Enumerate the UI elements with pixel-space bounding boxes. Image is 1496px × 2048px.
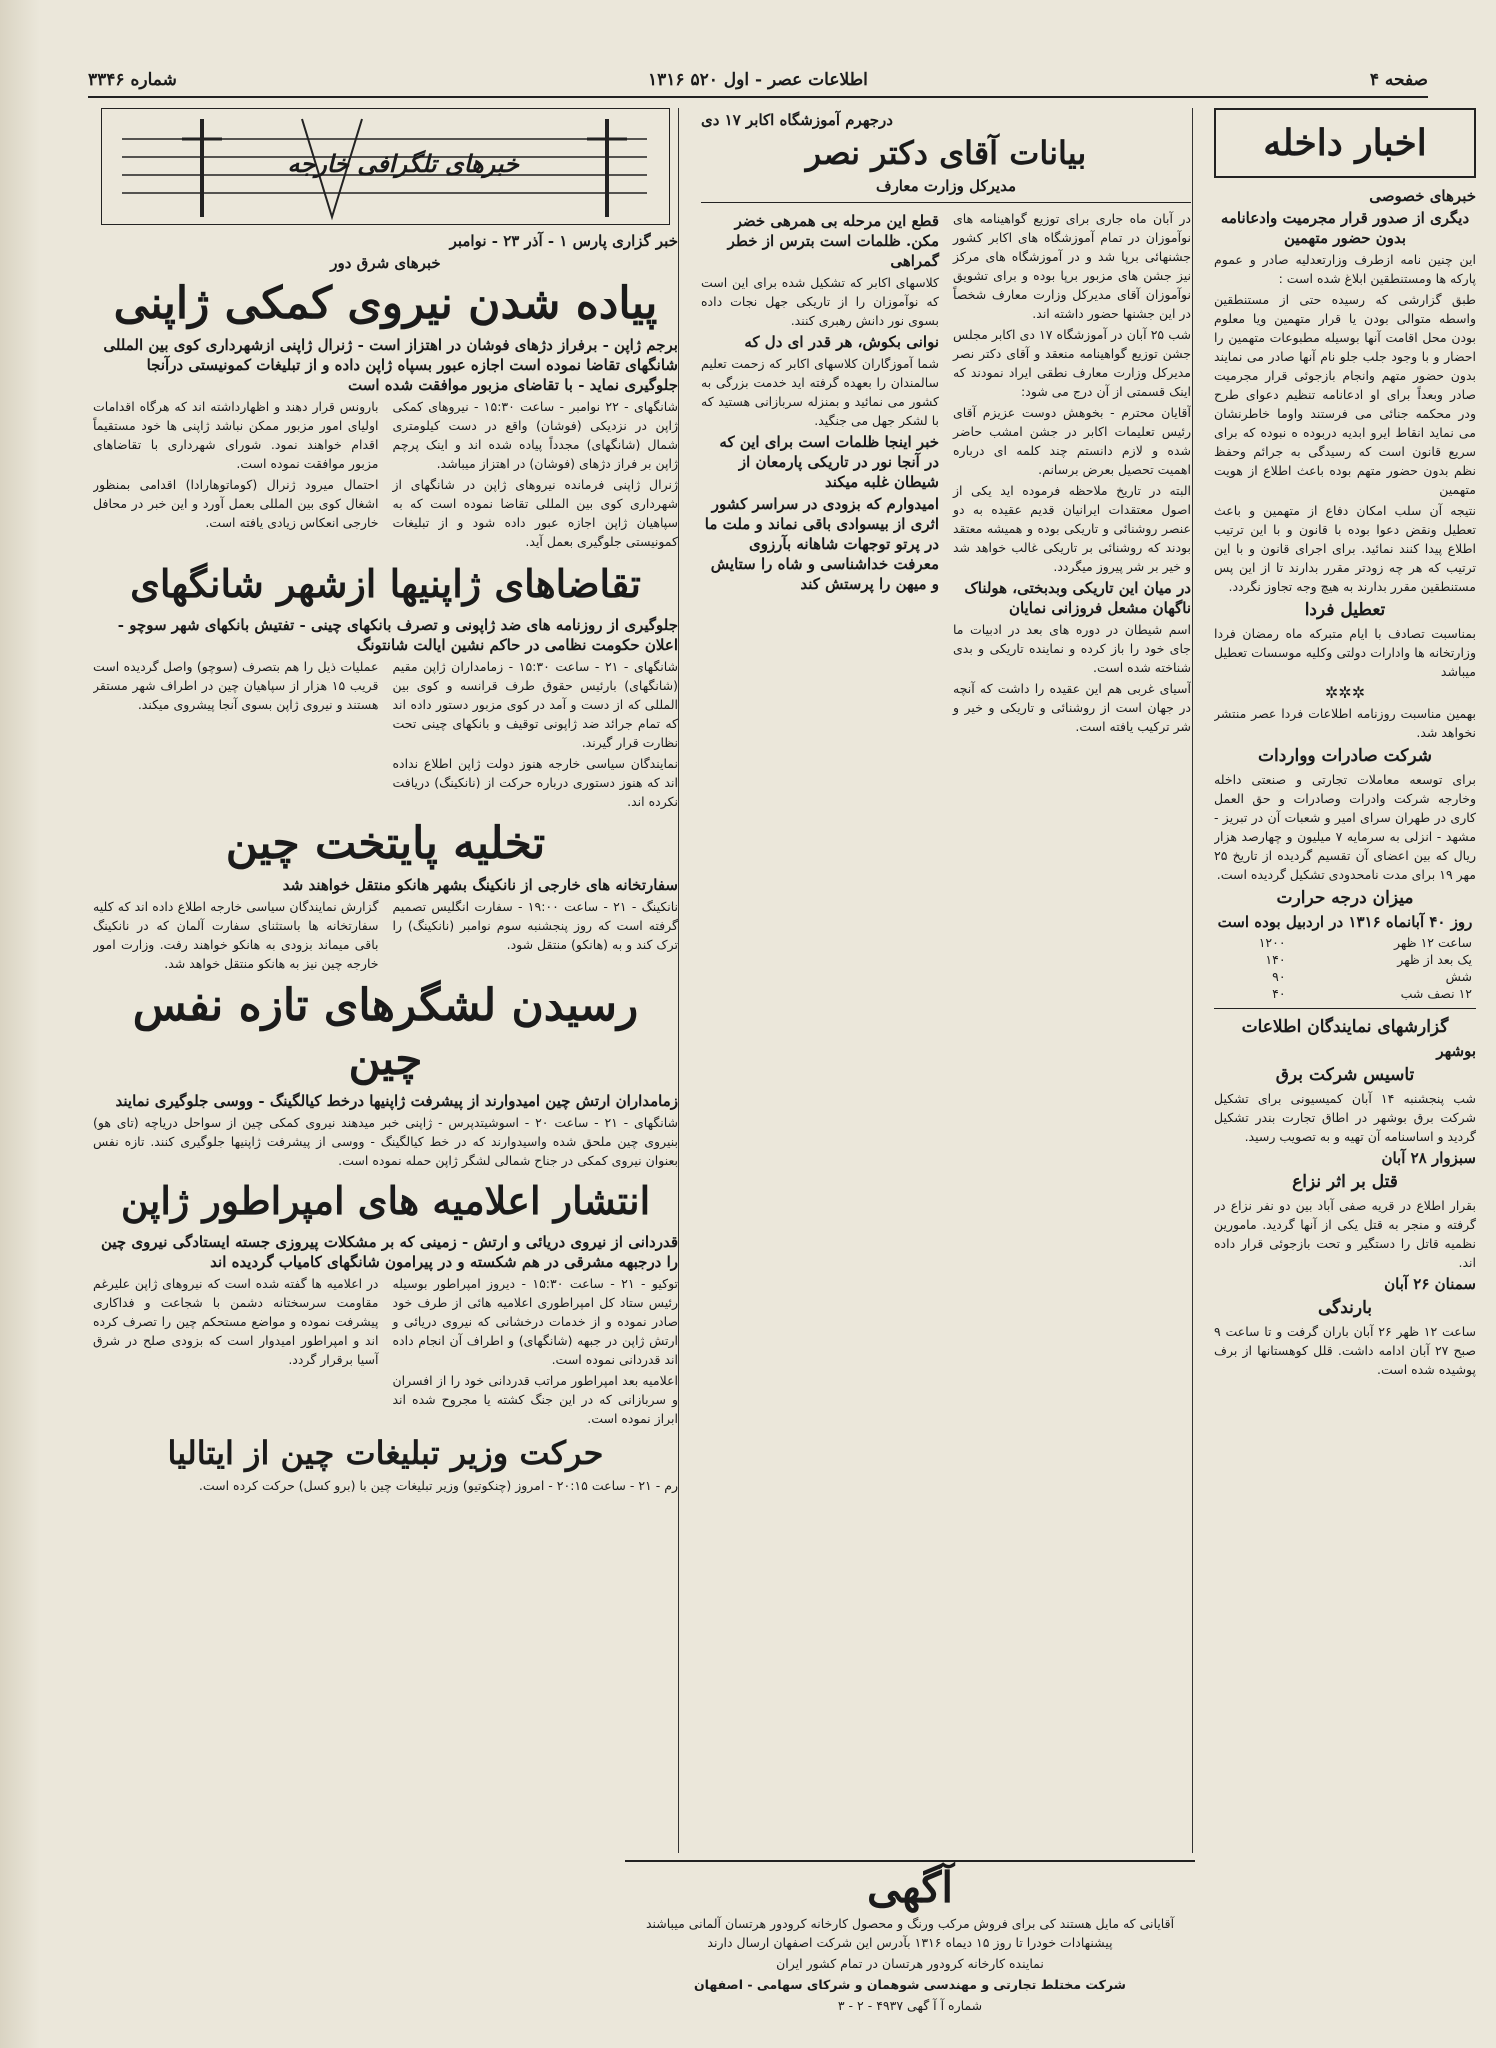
table-cell: شش	[1445, 969, 1472, 984]
ad-title: آگهی	[866, 1863, 954, 1912]
story-body	[93, 657, 678, 813]
article-title: بیانات آقای دکتر نصر	[805, 134, 1087, 172]
story-paragraph: رم - ۲۱ - ساعت ۲۰:۱۵ - امروز (چنکوتیو) وزیر تبلیغات چین با (برو کسل) حرکت کرده است.	[198, 1478, 678, 1493]
story-body	[93, 897, 678, 975]
table-row	[1214, 951, 1476, 968]
temperature-subtitle: روز ۴۰ آبانماه ۱۳۱۶ در اردبیل بوده است	[1217, 913, 1473, 931]
article-kicker: درجهرم آموزشگاه اکابر ۱۷ دی	[701, 111, 893, 129]
story-column	[393, 1274, 679, 1430]
headline-summary: جلوگیری از روزنامه های ضد ژاپونی و تصرف بانکهای چینی - تفتیش بانکهای شهر سوچو - اعلان حکومت نظامی در حاکم نشین ایالت شانتونگ	[117, 616, 678, 654]
masthead-date: اطلاعات عصر - اول ۵۲۰ ۱۳۱۶	[648, 70, 868, 90]
item-paragraph: نتیجه آن سلب امکان دفاع از متهمین و باعث تعطیل ونقض دعوا بوده با قانون و با این ترتیب اطلاع پیدا کنند نمائید. برای اجرای قانون و با این ترتیب که هر چه زودتر مقرر بدارند تا از این پس مستنطقین مقرر بدارند به هیچ وجه تجاوز نگردد.	[1214, 503, 1476, 594]
article-body	[701, 209, 1191, 738]
story-body	[93, 1274, 678, 1430]
story-paragraph: توکیو - ۲۱ - ساعت ۱۵:۳۰ - دیروز امپراطور بوسیله رئیس ستاد کل امپراطوری اعلامیه هائی از طرف خود صادر نموده و از خدمات درخشانی که نیروی دریائی و ارتش ژاپن در جبهه (شانگهای) و اطراف آن انجام داده اند قدردانی نموده است.	[392, 1276, 678, 1367]
article-column	[953, 209, 1191, 738]
article-subhead: قطع این مرحله بی همرهی خضر مکن. ظلمات است بترس از خطر گمراهی	[727, 212, 939, 270]
headline-summary: سفارتخانه های خارجی از نانکینگ بشهر هانکو منتقل خواهند شد	[282, 876, 678, 894]
headline-summary: زمامداران ارتش چین امیدوارند از پیشرفت ژاپنیها درخط کیالگینگ - ووسی جلوگیری نمایند	[115, 1092, 678, 1110]
story-column	[393, 657, 679, 813]
issue-number: شماره ۳۳۴۶	[88, 70, 177, 90]
story-paragraph: شانگهای - ۲۱ - ساعت ۱۵:۳۰ - زمامداران ژاپن مقیم (شانگهای) بارئیس حقوق طرف قرانسه و کوی بین المللی که از دست و آمد در کوی مزبور دستور داده اند که تمام جرائد ضد ژاپونی توقیف و بانکهای چینی تحت نظارت قرار گیرند.	[392, 659, 678, 750]
notice-text: بهمین مناسبت روزنامه اطلاعات فردا عصر منتشر نخواهد شد.	[1214, 706, 1476, 740]
headline: تخلیه پایتخت چین	[225, 818, 546, 869]
article-closing: امیدوارم که بزودی در سراسر کشور اثری از بیسوادی باقی نماند و ملت ما در پرتو توجهات شاهانه بآرزوی معرفت خداشناسی و شاه را ستایش و میهن را پرستش کند	[704, 495, 939, 593]
story-paragraph: شانگهای - ۲۱ - ساعت ۲۰ - اسوشیتدپرس - ژاپنی خبر میدهند نیروی کمکی چین از سواحل دریاچه (تای هو) بنیروی چین ملحق شده واسیدوارند که در خط کیالگینگ - ووسی از پیشرفت ژاپنیها جلوگیری کنند. تازه نفس بعنوان نیروی کمکی در جناح شمالی لشگر ژاپن حمله نموده است.	[93, 1115, 678, 1168]
rain-text: ساعت ۱۲ ظهر ۲۶ آبان باران گرفت و تا ساعت ۹ صبح ۲۷ آبان ادامه داشت. قلل کوهستانها از برف پوشیده شده است.	[1214, 1324, 1476, 1377]
article-subhead: در میان این تاریکی وبدبختی، هولناک ناگهان مشعل فروزانی نمایان	[964, 579, 1191, 617]
story-column	[93, 657, 379, 813]
headline: رسیدن لشگرهای تازه نفس چین	[132, 980, 639, 1085]
temperature-table	[1214, 934, 1476, 1002]
headline: پیاده شدن نیروی کمکی ژاپنی	[113, 278, 658, 329]
story-paragraph: در اعلامیه ها گفته شده است که نیروهای ژاپن علیرغم مقاومت سرسختانه دشمن با شجاعت و فداکاری پیشرفت نموده و مواضع مستحکم چین را تصرف کرده اند و امپراطور امیدوار است که بزودی صلح در شرق آسیا برقرار گردد.	[93, 1276, 379, 1367]
speech-column	[701, 108, 1191, 1853]
article-paragraph: البته در تاریخ ملاحظه فرموده اید یکی از اصول معتقدات ایرانیان قدیم عقیده به دو عنصر روشنائی و تاریکی بوده و همیشه معتقد بودند که روشنائی بر تاریکی غالب خواهد شد و خیر بر شر پیروز میگردد.	[953, 483, 1191, 574]
story-paragraph: احتمال میرود ژنرال (کوماتوهارادا) اقدامی بمنظور اشغال کوی بین المللی بعمل آورد و این خبر در محافل خارجی انعکاس زیادی یافته است.	[93, 477, 379, 530]
table-row	[1214, 985, 1476, 1002]
article-paragraph: اسم شیطان در دوره های بعد در ادبیات ما جای خود را باز کرده و نماینده تاریکی و بدی شناخته شده است.	[953, 622, 1191, 675]
story-paragraph: نمایندگان سیاسی خارجه هنوز دولت ژاپن اطلاع نداده اند که هنوز دستوری درباره حرکت از (نانکینگ) دریافت نکرده اند.	[392, 756, 678, 809]
ornament: ✲✲✲	[1324, 683, 1366, 702]
item-title: دیگری از صدور قرار مجرمیت وادعانامه بدون حضور متهمین	[1220, 209, 1470, 247]
dateline: سمنان ۲۶ آبان	[1384, 1275, 1476, 1293]
column-divider-left	[678, 108, 679, 1853]
story-column	[93, 397, 379, 553]
story-paragraph: بارونس قرار دهند و اظهارداشته اند که هرگاه اقدامات اولیای امور مزبور ممکن نباشد ژاپنی ها خود مستقیماً اقدام خواهند نمود. شورای شهرداری با تقاضاهای مزبور موافقت نموده است.	[93, 399, 379, 471]
telegraph-title: خبرهای تلگرافی خارجه	[287, 149, 519, 178]
table-cell: ۱۴۰	[1265, 952, 1286, 967]
ad-line: آقایانی که مایل هستند کی برای فروش مرکب ورنگ و محصول کارخانه کرودور هرتسان آلمانی میباشند پیشنهادات خودرا تا روز ۱۵ دیماه ۱۳۱۶ بآدرس این شرکت اصفهان ارسال دارند	[645, 1916, 1175, 1950]
advertisement	[625, 1860, 1195, 2022]
ad-line: شرکت مختلط تجارتی و مهندسی شوهمان و شرکای سهامی - اصفهان	[694, 1977, 1126, 1992]
holiday-text: بمناسبت تصادف با ایام متبرکه ماه رمضان فردا وزارتخانه ها وادارات دولتی وکلیه موسسات تعطیل میباشد	[1214, 626, 1476, 679]
temperature-title: میزان درجه حرارت	[1276, 888, 1414, 908]
story-column	[93, 897, 379, 975]
table-cell: ساعت ۱۲ ظهر	[1393, 935, 1472, 950]
article-subhead: خبر اینجا ظلمات است برای این که در آنجا نور در تاریکی پارمعان از شیطان غلبه میکند	[719, 433, 939, 491]
article-column	[701, 209, 939, 738]
table-cell: ۴۰	[1272, 986, 1286, 1001]
story-column	[93, 1274, 379, 1430]
article-paragraph: در آبان ماه جاری برای توزیع گواهینامه های نوآموزان در تمام آموزشگاه های اکابر کشور جشنهائی برپا شد و در آموزشگاه های مرکز نیز جشن های مزبور برپا بوده و برای تشویق نوآموزان آقای مدیرکل وزارت معارف شخصاً در این جشنها حضور داشته اند.	[953, 211, 1191, 321]
table-cell: ۹۰	[1272, 969, 1286, 984]
headline-summary: قدردانی از نیروی دریائی و ارتش - زمینی که بر مشکلات پیروزی جسته ایستادگی نیروی چین را درجبهه مشرقی در هم شکسته و در پیرامون شانگهای کامیاب گردیده اند	[100, 1233, 678, 1271]
dateline: سبزوار ۲۸ آبان	[1381, 1149, 1476, 1167]
murder-text: بقرار اطلاع در قریه صفی آباد بین دو نفر نزاع در گرفته و منجر به قتل یکی از آنها گردید. مامورین نظمیه قاتل را دستگیر و تحت بازجوئی قرار داده اند.	[1214, 1198, 1476, 1270]
article-paragraph: آسیای غربی هم این عقیده را داشت که آنچه در جهان است از روشنائی و تاریکی و خیر و شر ترکیب یافته است.	[953, 681, 1191, 734]
headline: حرکت وزیر تبلیغات چین از ایتالیا	[167, 1434, 604, 1472]
page-edge	[0, 0, 40, 2048]
story-paragraph: گزارش نمایندگان سیاسی خارجه اطلاع داده اند که کلیه سفارتخانه ها باستثنای سفارت آلمان که در نانکینگ باقی میماند بزودی به هانکو خواهند رفت. وزارت امور خارجه چین نیز به هانکو منتقل خواهد شد.	[93, 899, 379, 971]
story-paragraph: شانگهای - ۲۲ نوامبر - ساعت ۱۵:۳۰ - نیروهای کمکی ژاپن در نزدیکی (فوشان) واقع در دست کیلومتری شمال (شانگهای) مجدداً پیاده شده اند و اینک پرچم ژاپن بر فراز دژهای (فوشان) در اهتزاز میباشد.	[392, 399, 678, 471]
ad-line: شماره آ آ گهی ۴۹۳۷ - ۲ - ۳	[837, 1998, 983, 2013]
city-heading: بوشهر	[1436, 1042, 1476, 1060]
domestic-news-column	[1214, 108, 1476, 1908]
telegraph-banner	[101, 108, 670, 225]
news-agency-byline: خبر گزاری پارس ۱ - آذر ۲۳ - نوامبر	[449, 232, 678, 250]
story-column	[393, 897, 679, 975]
article-subtitle: مدیرکل وزارت معارف	[876, 177, 1016, 195]
representatives-title: گزارشهای نمایندگان اطلاعات	[1241, 1017, 1449, 1037]
article-paragraph: کلاسهای اکابر که تشکیل شده برای این است که نوآموزان را از تاریکی جهل نجات داده بسوی نور دانش رهبری کنند.	[701, 275, 939, 328]
column-divider-right	[1192, 108, 1193, 1853]
table-row	[1214, 968, 1476, 985]
article-paragraph: شب ۲۵ آبان در آموزشگاه ۱۷ دی اکابر مجلس جشن توزیع گواهینامه منعقد و آقای دکتر نصر مدیرکل وزارت معارف نطقی ایراد نمودند که اینک قسمتی از آن درج می شود:	[953, 327, 1191, 399]
page-header	[88, 70, 1428, 98]
headline: انتشار اعلامیه های امپراطور ژاپن	[120, 1178, 651, 1223]
rain-title: بارندگی	[1317, 1298, 1373, 1318]
story-paragraph: ژنرال ژاپنی فرمانده نیروهای ژاپن در شانگهای از شهرداری کوی بین المللی تقاضا نموده است که به سپاهیان ژاپن اجازه عبور داده شود و از تبلیغات کمونیستی جلوگیری بعمل آید.	[392, 477, 678, 549]
story-paragraph: نانکینگ - ۲۱ - ساعت ۱۹:۰۰ - سفارت انگلیس تصمیم گرفته است که روز پنجشنبه سوم نوامبر (نانکینگ) را ترک کند و به (هانکو) منتقل شود.	[392, 899, 678, 952]
story-paragraph: اعلامیه بعد امپراطور مراتب قدردانی خود را از افسران و سربازانی که در این جنگ کشته یا مجروح شده اند ابراز نموده است.	[392, 1373, 678, 1426]
article-paragraph: آقایان محترم - بخوهش دوست عزیزم آقای رئیس تعلیمات اکابر در جشن امشب حاضر شده و لازم دانستم چند کلمه ای درباره اهمیت تحصیل بعرض برسانم.	[953, 405, 1191, 477]
ad-line: نماینده کارخانه کرودور هرتسان در تمام کشور ایران	[776, 1956, 1044, 1971]
domestic-news-banner: اخبار داخله	[1214, 108, 1476, 178]
table-cell: ۱۲۰۰	[1258, 935, 1286, 950]
holiday-title: تعطیل فردا	[1304, 600, 1386, 620]
divider	[1214, 1008, 1476, 1009]
export-company-title: شرکت صادرات وواردات	[1257, 746, 1433, 766]
story-column	[393, 397, 679, 553]
article-paragraph: شما آموزگاران کلاسهای اکابر که زحمت تعلیم سالمندان را بعهده گرفته اید خدمت بزرگی به کشور می نمائید و بمنزله سربازانی هستید که با لشکر جهل می جنگید.	[701, 356, 939, 428]
headline: تقاضاهای ژاپنیها ازشهر شانگهای	[130, 561, 641, 606]
item-paragraph: طبق گزارشی که رسیده حتی از مستنطقین واسطه متوالی بودن یا قرار متهمین ویا معلوم بودن محل اقامت آنها بوسیله مطبوعات متهمین را احضار و با وجود جلب جلو نام آنها صادر می نمایند بدون حضور متهم وانجام بازجوئی قرار مجرمیت صادر وبعداً برای او ادعانامه تنظیم دعوای طرح ودر محکمه جنائی می فرستند واوما خاطرنشان می نماید انقاط ایرو ابدیه دربوده ه نبوده که برای سریع قانون است که رسیدگی به جرائم وحفظ نظم بدون حضور متهم بوده باعث اطلاع از هویت متهمین	[1214, 292, 1476, 497]
section-heading: خبرهای شرق دور	[330, 254, 441, 272]
table-cell: ۱۲ نصف شب	[1400, 986, 1472, 1001]
story-body	[93, 397, 678, 553]
item-paragraph: این چنین نامه ازطرف وزارتعدلیه صادر و عموم پارکه ها ومستنطقین ابلاغ شده است :	[1214, 252, 1476, 286]
headline-summary: برجم ژاپن - برفراز دژهای فوشان در اهتزاز است - ژنرال ژاپنی ازشهرداری کوی بین المللی شانگهای تقاضا نموده است اجازه عبور بسپاه ژاپن داده و از تبلیغات کمونیستی درآنجا جلوگیری نماید - با تقاضای مزبور موافقت شده است	[103, 336, 678, 394]
page-number: صفحه ۴	[1369, 70, 1428, 90]
company-title: تاسیس شرکت برق	[1275, 1065, 1415, 1085]
table-cell: یک بعد از ظهر	[1397, 952, 1472, 967]
foreign-news-column	[93, 108, 678, 1908]
article-subhead: نوانی بکوش، هر قدر ای دل که	[744, 333, 939, 351]
export-company-text: برای توسعه معاملات تجارتی و صنعتی داخله وخارجه شرکت وادرات وصادرات و حق العمل کاری در طهران سرای امیر و شعبات آن در تبریز - مشهد - انزلی به سرمایه ۷ میلیون و چهارصد هزار ریال که بین اعضای آن تقسیم گردیده از تاریخ ۲۵ مهر ۱۹ برای مدت نامحدودی تشکیل گردیده است.	[1214, 772, 1476, 882]
divider	[701, 202, 1191, 203]
table-row	[1214, 934, 1476, 951]
story-paragraph: عملیات ذیل را هم بتصرف (سوچو) واصل گردیده است قریب ۱۵ هزار از سپاهیان چین در اطراف شهر مستقر هستند و نیروی ژاپن بسوی آنجا پیشروی میکند.	[93, 659, 379, 712]
private-news-heading: خبرهای خصوصی	[1369, 187, 1476, 205]
company-text: شب پنجشنبه ۱۴ آبان کمیسیونی برای تشکیل شرکت برق بوشهر در اطاق تجارت بندر تشکیل گردید و اساسنامه آن تهیه و به تصویب رسید.	[1214, 1091, 1476, 1144]
murder-title: قتل بر اثر نزاع	[1292, 1172, 1398, 1192]
